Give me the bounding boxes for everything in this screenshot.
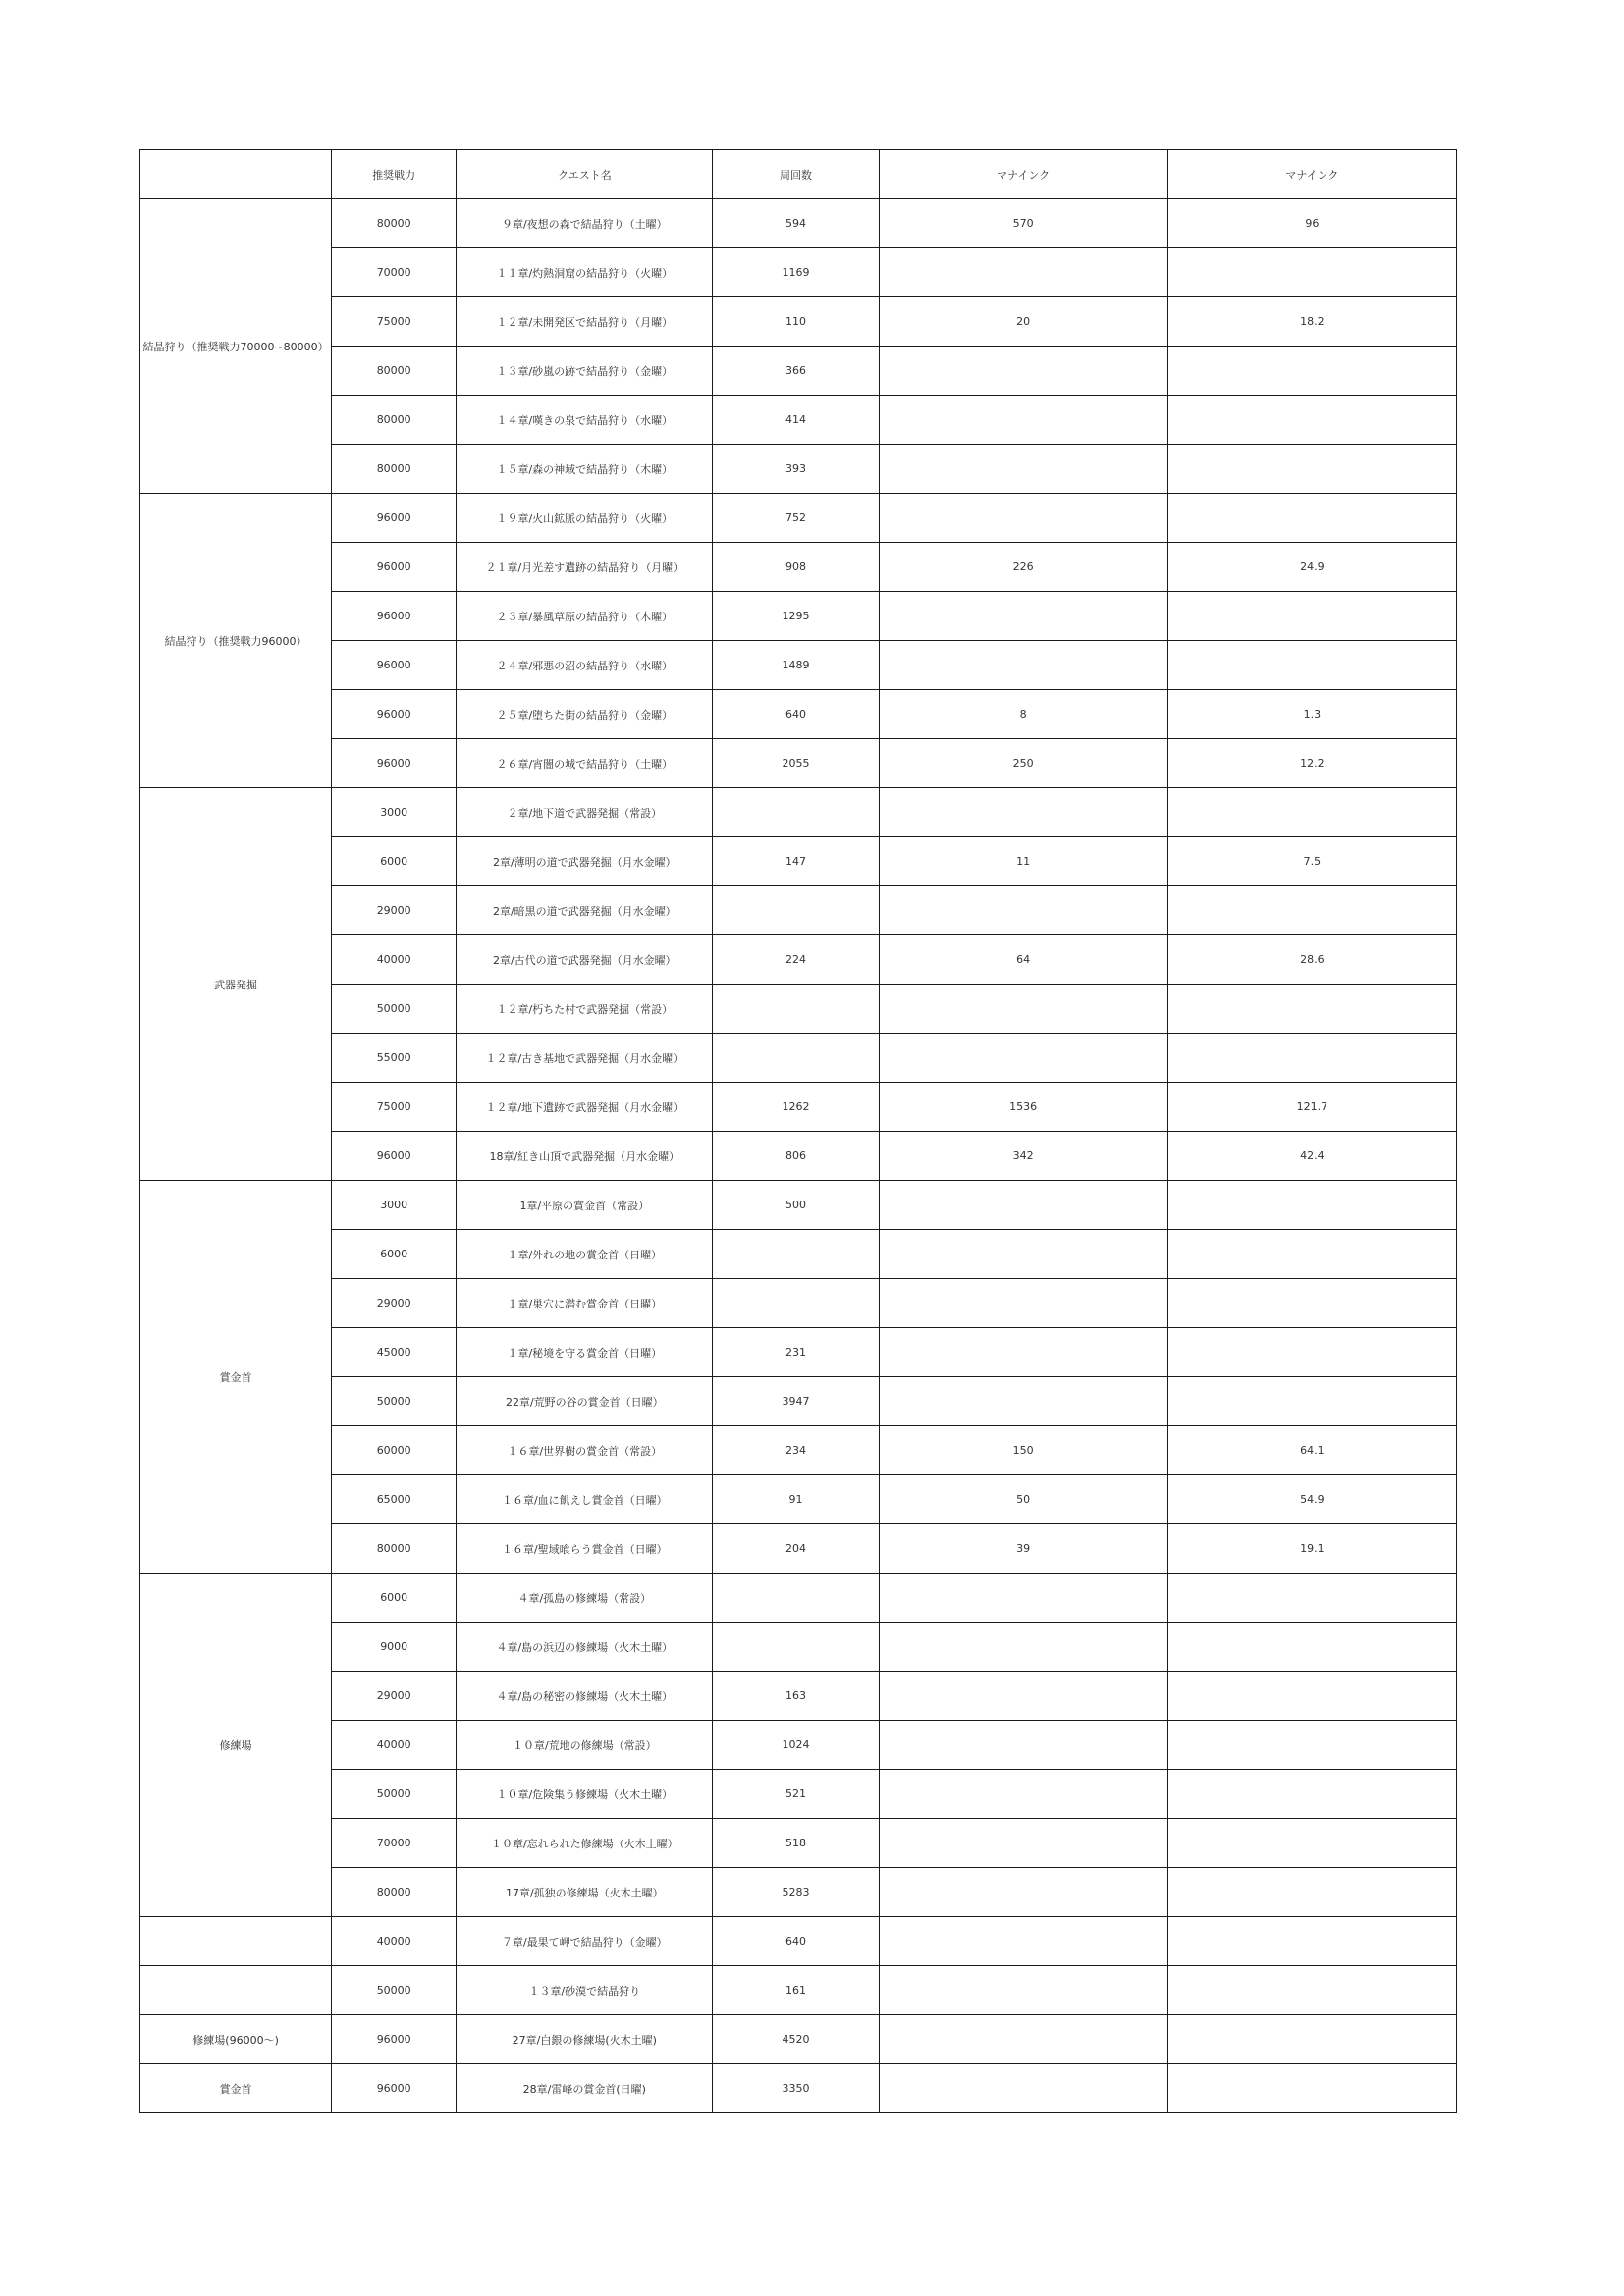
cell-mana-ink-1 (879, 248, 1167, 297)
header-mana-ink-2: マナインク (1167, 150, 1456, 199)
cell-run-count: 3947 (713, 1377, 879, 1426)
table-row (140, 1377, 1457, 1426)
cell-quest-name: 2章/暗黒の道で武器発掘（月水金曜） (457, 886, 713, 935)
cell-quest-name: １０章/危険集う修練場（火木土曜） (457, 1770, 713, 1819)
cell-run-count (713, 1230, 879, 1279)
cell-run-count: 1295 (713, 592, 879, 641)
cell-quest-name: １９章/火山鉱脈の結晶狩り（火曜） (457, 494, 713, 543)
cell-run-count: 594 (713, 199, 879, 248)
cell-run-count: 110 (713, 297, 879, 347)
cell-run-count: 414 (713, 396, 879, 445)
cell-recommended-power: 3000 (332, 788, 457, 837)
cell-run-count: 234 (713, 1426, 879, 1475)
cell-mana-ink-2 (1167, 1279, 1456, 1328)
cell-mana-ink-1 (879, 788, 1167, 837)
cell-mana-ink-1 (879, 985, 1167, 1034)
header-run-count: 周回数 (713, 150, 879, 199)
cell-mana-ink-2 (1167, 396, 1456, 445)
cell-mana-ink-1 (879, 1819, 1167, 1868)
cell-mana-ink-2 (1167, 1917, 1456, 1966)
cell-run-count: 500 (713, 1181, 879, 1230)
header-recommended-power: 推奨戦力 (332, 150, 457, 199)
cell-run-count: 91 (713, 1475, 879, 1524)
cell-quest-name: 1章/平原の賞金首（常設） (457, 1181, 713, 1230)
cell-recommended-power: 75000 (332, 1083, 457, 1132)
cell-recommended-power: 80000 (332, 347, 457, 396)
table-row (140, 1917, 1457, 1966)
table-row (140, 1230, 1457, 1279)
cell-mana-ink-2: 54.9 (1167, 1475, 1456, 1524)
cell-mana-ink-2: 1.3 (1167, 690, 1456, 739)
cell-recommended-power: 3000 (332, 1181, 457, 1230)
cell-mana-ink-2 (1167, 592, 1456, 641)
table-row (140, 1426, 1457, 1475)
cell-mana-ink-1: 570 (879, 199, 1167, 248)
cell-recommended-power: 9000 (332, 1623, 457, 1672)
cell-mana-ink-2: 64.1 (1167, 1426, 1456, 1475)
cell-quest-name: １４章/嘆きの泉で結晶狩り（水曜） (457, 396, 713, 445)
cell-mana-ink-2: 7.5 (1167, 837, 1456, 886)
cell-recommended-power: 70000 (332, 1819, 457, 1868)
cell-recommended-power: 96000 (332, 543, 457, 592)
table-row (140, 1475, 1457, 1524)
cell-run-count (713, 1574, 879, 1623)
cell-run-count (713, 886, 879, 935)
cell-mana-ink-1 (879, 1377, 1167, 1426)
header-mana-ink-1: マナインク (879, 150, 1167, 199)
cell-recommended-power: 55000 (332, 1034, 457, 1083)
cell-mana-ink-2 (1167, 1721, 1456, 1770)
table-body (140, 150, 1457, 2113)
cell-mana-ink-1: 1536 (879, 1083, 1167, 1132)
cell-mana-ink-1: 64 (879, 935, 1167, 985)
cell-mana-ink-2 (1167, 1230, 1456, 1279)
cell-mana-ink-2 (1167, 1034, 1456, 1083)
table-row (140, 1279, 1457, 1328)
cell-quest-name: １２章/地下遺跡で武器発掘（月水金曜） (457, 1083, 713, 1132)
cell-quest-name: 22章/荒野の谷の賞金首（日曜） (457, 1377, 713, 1426)
cell-mana-ink-1 (879, 886, 1167, 935)
cell-recommended-power: 80000 (332, 1524, 457, 1574)
cell-recommended-power: 50000 (332, 985, 457, 1034)
table-row (140, 1083, 1457, 1132)
cell-recommended-power: 75000 (332, 297, 457, 347)
table-row (140, 886, 1457, 935)
cell-run-count: 224 (713, 935, 879, 985)
cell-mana-ink-2: 96 (1167, 199, 1456, 248)
cell-mana-ink-1 (879, 1672, 1167, 1721)
cell-mana-ink-1 (879, 445, 1167, 494)
cell-recommended-power: 40000 (332, 935, 457, 985)
cell-quest-name: ４章/島の秘密の修練場（火木土曜） (457, 1672, 713, 1721)
cell-mana-ink-2 (1167, 985, 1456, 1034)
cell-mana-ink-2 (1167, 1181, 1456, 1230)
table-row (140, 985, 1457, 1034)
cell-mana-ink-2 (1167, 1574, 1456, 1623)
cell-recommended-power: 96000 (332, 592, 457, 641)
table-row (140, 248, 1457, 297)
cell-run-count: 161 (713, 1966, 879, 2015)
cell-mana-ink-1: 11 (879, 837, 1167, 886)
table-row (140, 1819, 1457, 1868)
cell-run-count: 1262 (713, 1083, 879, 1132)
cell-group-name: 結晶狩り（推奨戦力96000） (140, 494, 332, 788)
cell-mana-ink-1: 39 (879, 1524, 1167, 1574)
cell-run-count: 1024 (713, 1721, 879, 1770)
cell-run-count: 5283 (713, 1868, 879, 1917)
cell-run-count: 908 (713, 543, 879, 592)
cell-mana-ink-1: 8 (879, 690, 1167, 739)
cell-mana-ink-2 (1167, 1819, 1456, 1868)
table-row (140, 1524, 1457, 1574)
cell-run-count: 806 (713, 1132, 879, 1181)
cell-quest-name: ４章/孤島の修練場（常設） (457, 1574, 713, 1623)
cell-quest-name: ２５章/堕ちた街の結晶狩り（金曜） (457, 690, 713, 739)
cell-group-name: 武器発掘 (140, 788, 332, 1181)
cell-run-count: 204 (713, 1524, 879, 1574)
cell-quest-name: １２章/古き基地で武器発掘（月水金曜） (457, 1034, 713, 1083)
cell-run-count: 231 (713, 1328, 879, 1377)
cell-mana-ink-2 (1167, 347, 1456, 396)
cell-mana-ink-1: 50 (879, 1475, 1167, 1524)
table-row (140, 1868, 1457, 1917)
cell-recommended-power: 50000 (332, 1966, 457, 2015)
cell-quest-name: １章/外れの地の賞金首（日曜） (457, 1230, 713, 1279)
cell-quest-name: ２３章/暴風草原の結晶狩り（木曜） (457, 592, 713, 641)
cell-quest-name: １３章/砂漠で結晶狩り (457, 1966, 713, 2015)
cell-mana-ink-1: 226 (879, 543, 1167, 592)
cell-quest-name: １５章/森の神域で結晶狩り（木曜） (457, 445, 713, 494)
cell-mana-ink-2 (1167, 886, 1456, 935)
cell-quest-name: 2章/古代の道で武器発掘（月水金曜） (457, 935, 713, 985)
table-row (140, 1574, 1457, 1623)
table-row (140, 2064, 1457, 2113)
cell-quest-name: １章/巣穴に潜む賞金首（日曜） (457, 1279, 713, 1328)
cell-quest-name: 18章/紅き山頂で武器発掘（月水金曜） (457, 1132, 713, 1181)
table-row (140, 347, 1457, 396)
cell-mana-ink-2: 121.7 (1167, 1083, 1456, 1132)
cell-recommended-power: 96000 (332, 2015, 457, 2064)
cell-run-count: 1489 (713, 641, 879, 690)
cell-quest-name: ２４章/邪悪の沼の結晶狩り（水曜） (457, 641, 713, 690)
cell-mana-ink-2 (1167, 1328, 1456, 1377)
cell-recommended-power: 50000 (332, 1377, 457, 1426)
cell-recommended-power: 6000 (332, 1574, 457, 1623)
cell-run-count: 393 (713, 445, 879, 494)
cell-run-count: 366 (713, 347, 879, 396)
cell-quest-name: １６章/世界樹の賞金首（常設） (457, 1426, 713, 1475)
table-row (140, 2015, 1457, 2064)
cell-mana-ink-2: 12.2 (1167, 739, 1456, 788)
table-row (140, 1770, 1457, 1819)
cell-mana-ink-2 (1167, 1770, 1456, 1819)
cell-mana-ink-2 (1167, 2015, 1456, 2064)
cell-mana-ink-1 (879, 1328, 1167, 1377)
cell-recommended-power: 80000 (332, 445, 457, 494)
cell-run-count (713, 788, 879, 837)
cell-recommended-power: 29000 (332, 886, 457, 935)
cell-group-name (140, 1966, 332, 2015)
cell-recommended-power: 96000 (332, 494, 457, 543)
cell-mana-ink-1 (879, 1721, 1167, 1770)
cell-run-count: 163 (713, 1672, 879, 1721)
cell-quest-name: １２章/朽ちた村で武器発掘（常設） (457, 985, 713, 1034)
cell-mana-ink-1: 342 (879, 1132, 1167, 1181)
table-row (140, 445, 1457, 494)
table-row (140, 1132, 1457, 1181)
cell-mana-ink-2 (1167, 641, 1456, 690)
cell-recommended-power: 96000 (332, 1132, 457, 1181)
cell-mana-ink-1 (879, 1917, 1167, 1966)
cell-recommended-power: 96000 (332, 690, 457, 739)
cell-mana-ink-2 (1167, 1966, 1456, 2015)
cell-mana-ink-1 (879, 1623, 1167, 1672)
cell-mana-ink-1: 150 (879, 1426, 1167, 1475)
cell-quest-name: ２章/地下道で武器発掘（常設） (457, 788, 713, 837)
cell-recommended-power: 65000 (332, 1475, 457, 1524)
cell-quest-name: ２６章/宵闇の城で結晶狩り（土曜） (457, 739, 713, 788)
cell-mana-ink-1 (879, 396, 1167, 445)
cell-quest-name: １１章/灼熱洞窟の結晶狩り（火曜） (457, 248, 713, 297)
cell-mana-ink-2 (1167, 445, 1456, 494)
cell-mana-ink-1 (879, 1034, 1167, 1083)
table-row (140, 297, 1457, 347)
cell-quest-name: 28章/雷峰の賞金首(日曜) (457, 2064, 713, 2113)
cell-run-count: 521 (713, 1770, 879, 1819)
cell-recommended-power: 40000 (332, 1917, 457, 1966)
cell-mana-ink-2 (1167, 1868, 1456, 1917)
cell-mana-ink-2 (1167, 1377, 1456, 1426)
cell-mana-ink-1 (879, 1770, 1167, 1819)
header-quest-name: クエスト名 (457, 150, 713, 199)
header-row (140, 150, 1457, 199)
cell-quest-name: 27章/白銀の修練場(火木土曜) (457, 2015, 713, 2064)
cell-mana-ink-1 (879, 494, 1167, 543)
cell-group-name: 修練場(96000〜) (140, 2015, 332, 2064)
cell-quest-name: １２章/未開発区で結晶狩り（月曜） (457, 297, 713, 347)
cell-run-count: 147 (713, 837, 879, 886)
cell-run-count: 752 (713, 494, 879, 543)
table-row (140, 592, 1457, 641)
cell-recommended-power: 45000 (332, 1328, 457, 1377)
cell-mana-ink-1 (879, 1279, 1167, 1328)
cell-group-name: 結晶狩り（推奨戦力70000~80000） (140, 199, 332, 494)
cell-recommended-power: 70000 (332, 248, 457, 297)
cell-recommended-power: 80000 (332, 199, 457, 248)
cell-run-count: 4520 (713, 2015, 879, 2064)
cell-mana-ink-2: 24.9 (1167, 543, 1456, 592)
cell-quest-name: １０章/忘れられた修練場（火木土曜） (457, 1819, 713, 1868)
table-row (140, 199, 1457, 248)
cell-group-name: 修練場 (140, 1574, 332, 1917)
cell-recommended-power: 29000 (332, 1672, 457, 1721)
cell-quest-name: ９章/夜想の森で結晶狩り（土曜） (457, 199, 713, 248)
cell-mana-ink-1 (879, 641, 1167, 690)
cell-recommended-power: 40000 (332, 1721, 457, 1770)
cell-run-count: 1169 (713, 248, 879, 297)
cell-group-name: 賞金首 (140, 2064, 332, 2113)
cell-mana-ink-1 (879, 1230, 1167, 1279)
cell-run-count (713, 1623, 879, 1672)
cell-recommended-power: 6000 (332, 1230, 457, 1279)
cell-recommended-power: 29000 (332, 1279, 457, 1328)
cell-recommended-power: 96000 (332, 739, 457, 788)
cell-recommended-power: 50000 (332, 1770, 457, 1819)
cell-quest-name: ２１章/月光差す遺跡の結晶狩り（月曜） (457, 543, 713, 592)
cell-mana-ink-2: 19.1 (1167, 1524, 1456, 1574)
cell-quest-name: 2章/薄明の道で武器発掘（月水金曜） (457, 837, 713, 886)
cell-mana-ink-1 (879, 2064, 1167, 2113)
cell-group-name (140, 1917, 332, 1966)
cell-mana-ink-1: 250 (879, 739, 1167, 788)
cell-mana-ink-1 (879, 592, 1167, 641)
cell-mana-ink-2 (1167, 1672, 1456, 1721)
cell-mana-ink-1 (879, 347, 1167, 396)
cell-mana-ink-1: 20 (879, 297, 1167, 347)
cell-quest-name: 17章/孤独の修練場（火木土曜） (457, 1868, 713, 1917)
cell-run-count: 640 (713, 1917, 879, 1966)
cell-mana-ink-2: 18.2 (1167, 297, 1456, 347)
cell-mana-ink-2 (1167, 788, 1456, 837)
cell-quest-name: ４章/島の浜辺の修練場（火木土曜） (457, 1623, 713, 1672)
table-row (140, 1181, 1457, 1230)
table-row (140, 543, 1457, 592)
table-row (140, 690, 1457, 739)
cell-recommended-power: 96000 (332, 641, 457, 690)
cell-mana-ink-2 (1167, 248, 1456, 297)
cell-run-count: 518 (713, 1819, 879, 1868)
table-row (140, 837, 1457, 886)
table-row (140, 1966, 1457, 2015)
cell-mana-ink-1 (879, 1574, 1167, 1623)
cell-mana-ink-1 (879, 1868, 1167, 1917)
table-row (140, 1672, 1457, 1721)
cell-mana-ink-2 (1167, 494, 1456, 543)
table-row (140, 1721, 1457, 1770)
table-row (140, 396, 1457, 445)
cell-quest-name: １６章/聖域喰らう賞金首（日曜） (457, 1524, 713, 1574)
cell-run-count: 3350 (713, 2064, 879, 2113)
table-row (140, 641, 1457, 690)
quest-table (139, 149, 1457, 2113)
cell-mana-ink-2: 42.4 (1167, 1132, 1456, 1181)
cell-recommended-power: 80000 (332, 396, 457, 445)
table-row (140, 1328, 1457, 1377)
cell-run-count: 2055 (713, 739, 879, 788)
cell-run-count: 640 (713, 690, 879, 739)
cell-quest-name: ７章/最果て岬で結晶狩り（金曜） (457, 1917, 713, 1966)
cell-mana-ink-1 (879, 2015, 1167, 2064)
cell-run-count (713, 985, 879, 1034)
table-row (140, 739, 1457, 788)
cell-mana-ink-2 (1167, 1623, 1456, 1672)
cell-mana-ink-1 (879, 1181, 1167, 1230)
cell-mana-ink-1 (879, 1966, 1167, 2015)
cell-mana-ink-2 (1167, 2064, 1456, 2113)
cell-recommended-power: 96000 (332, 2064, 457, 2113)
cell-quest-name: １６章/血に飢えし賞金首（日曜） (457, 1475, 713, 1524)
table-row (140, 494, 1457, 543)
cell-run-count (713, 1034, 879, 1083)
cell-quest-name: １章/秘境を守る賞金首（日曜） (457, 1328, 713, 1377)
cell-group-name: 賞金首 (140, 1181, 332, 1574)
table-row (140, 788, 1457, 837)
cell-recommended-power: 60000 (332, 1426, 457, 1475)
table-row (140, 1034, 1457, 1083)
cell-quest-name: １３章/砂嵐の跡で結晶狩り（金曜） (457, 347, 713, 396)
header-group (140, 150, 332, 199)
cell-recommended-power: 6000 (332, 837, 457, 886)
cell-mana-ink-2: 28.6 (1167, 935, 1456, 985)
cell-run-count (713, 1279, 879, 1328)
table-row (140, 1623, 1457, 1672)
cell-recommended-power: 80000 (332, 1868, 457, 1917)
cell-quest-name: １０章/荒地の修練場（常設） (457, 1721, 713, 1770)
table-row (140, 935, 1457, 985)
